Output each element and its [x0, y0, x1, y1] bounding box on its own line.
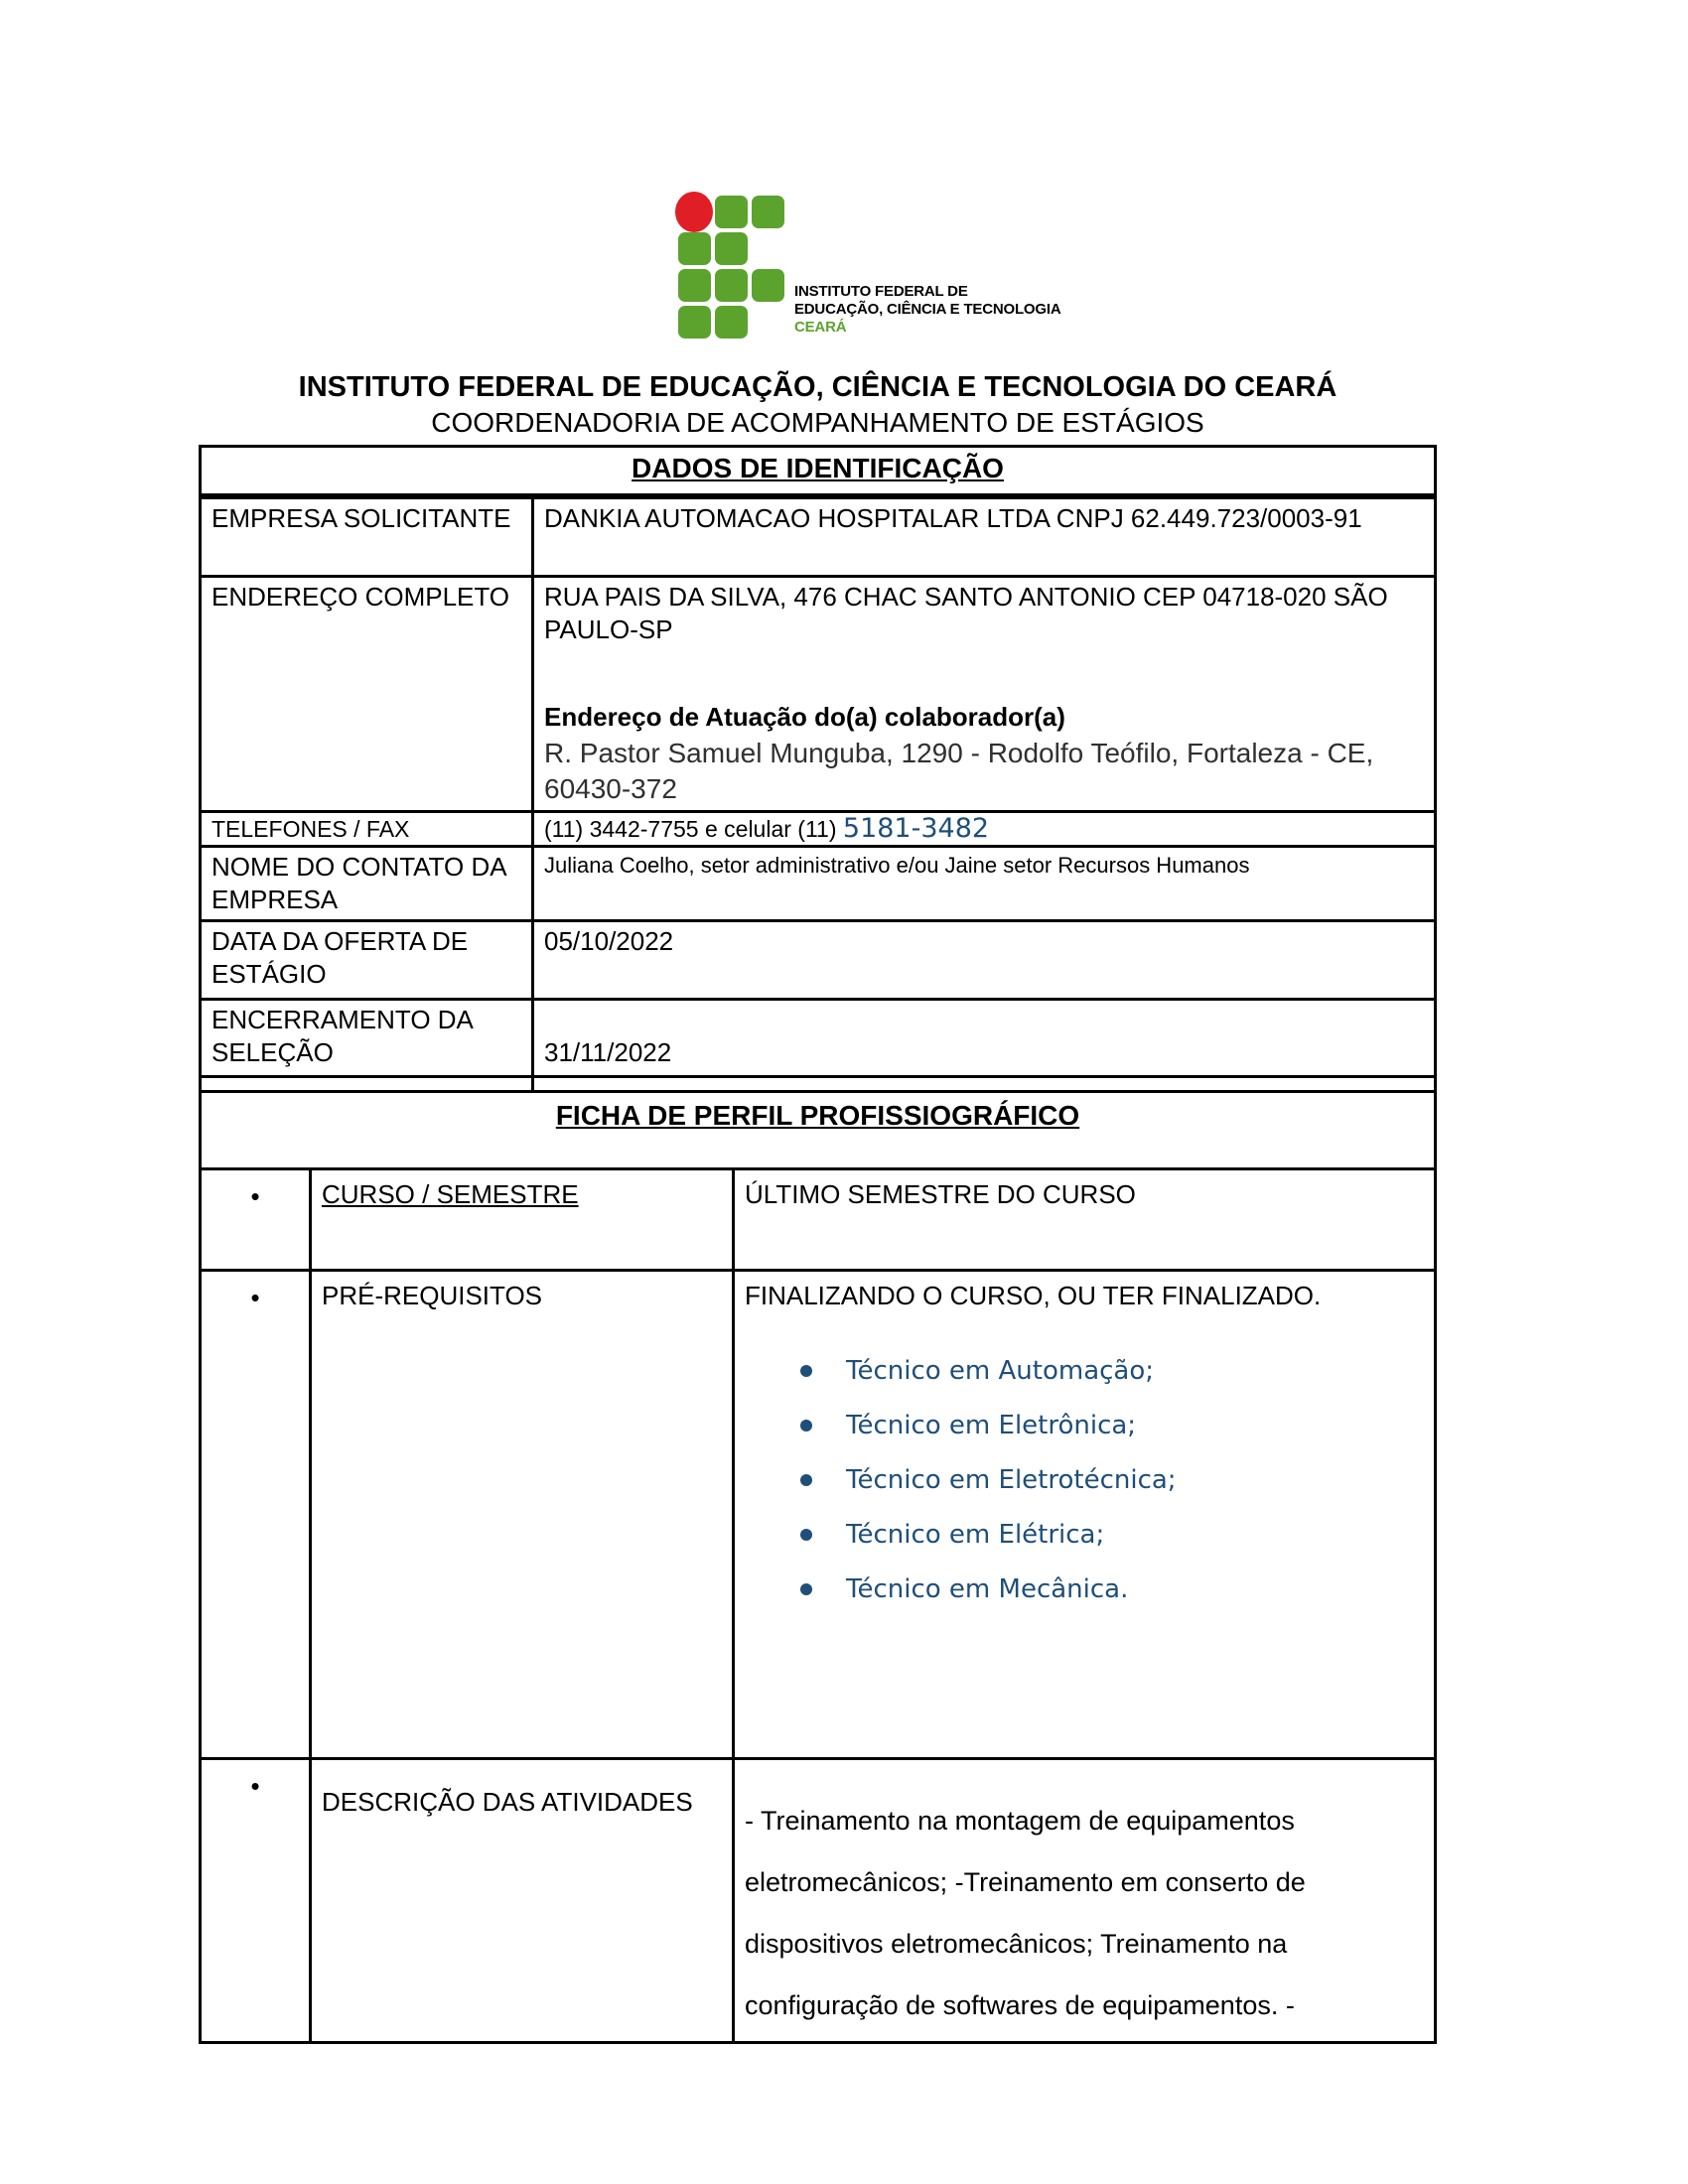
row-endereco-completo	[201, 577, 1436, 812]
course-item-label: Técnico em Mecânica.	[846, 1574, 1129, 1604]
phone-number: (11) 3442-7755 e celular (11)	[544, 816, 843, 842]
profile-title: FICHA DE PERFIL PROFISSIOGRÁFICO	[555, 1100, 1080, 1131]
logo-square	[678, 306, 711, 339]
logo-square	[752, 196, 784, 228]
logo-square	[678, 232, 711, 265]
identification-table-header	[201, 447, 1436, 497]
course-item-label: Técnico em Automação;	[846, 1356, 1155, 1386]
document-subtitle: COORDENADORIA DE ACOMPANHAMENTO DE ESTÁGIOS	[431, 407, 1204, 438]
row-label: CURSO / SEMESTRE	[311, 1169, 734, 1271]
phone-number-highlight: 5181-3482	[842, 813, 990, 844]
endereco-empresa: RUA PAIS DA SILVA, 476 CHAC SANTO ANTONIO CEP 04718-020 SÃO PAULO-SP	[544, 582, 1388, 644]
row-value: 31/11/2022	[533, 1000, 1436, 1077]
logo-square	[715, 232, 748, 265]
logo-grid	[678, 196, 784, 339]
logo-text-line2: EDUCAÇÃO, CIÊNCIA E TECNOLOGIA	[794, 301, 1061, 318]
logo-red-dot	[675, 192, 713, 232]
profile-table	[199, 1090, 1437, 2044]
row-label: ENCERRAMENTO DA SELEÇÃO	[201, 1000, 533, 1077]
row-value	[533, 812, 1436, 847]
row-value: Juliana Coelho, setor administrativo e/ou Jaine setor Recursos Humanos	[533, 847, 1436, 921]
course-item-label: Técnico em Eletrônica;	[846, 1411, 1137, 1440]
logo-text-line1: INSTITUTO FEDERAL DE	[794, 283, 968, 300]
logo-text	[794, 283, 1060, 337]
ifce-logo	[678, 196, 1060, 339]
row-value: 05/10/2022	[533, 921, 1436, 1000]
row-nome-contato	[201, 847, 1436, 921]
row-label: NOME DO CONTATO DA EMPRESA	[201, 847, 533, 921]
row-pre-requisitos	[201, 1271, 1436, 1759]
row-encerramento-selecao	[201, 1000, 1436, 1077]
identification-table	[199, 445, 1437, 1119]
pre-requisitos-text: FINALIZANDO O CURSO, OU TER FINALIZADO.	[745, 1281, 1322, 1310]
document-title: INSTITUTO FEDERAL DE EDUCAÇÃO, CIÊNCIA E TECNOLOGIA DO CEARÁ	[298, 371, 1337, 403]
row-label: DATA DA OFERTA DE ESTÁGIO	[201, 921, 533, 1000]
row-value: DANKIA AUTOMACAO HOSPITALAR LTDA CNPJ 62.449.723/0003-91	[533, 496, 1436, 577]
row-label: TELEFONES / FAX	[201, 812, 533, 847]
logo-square	[678, 269, 711, 302]
logo-square	[715, 196, 748, 228]
row-value	[533, 577, 1436, 812]
endereco-atuacao-value: R. Pastor Samuel Munguba, 1290 - Rodolfo Teófilo, Fortaleza - CE, 60430-372	[544, 738, 1374, 804]
course-bullet-icon	[800, 1365, 812, 1377]
course-list	[800, 1358, 1424, 1602]
course-item	[800, 1522, 1424, 1548]
course-bullet-icon	[800, 1583, 812, 1595]
row-label: ENDEREÇO COMPLETO	[201, 577, 533, 812]
logo-square	[715, 269, 748, 302]
course-bullet-icon	[800, 1420, 812, 1432]
course-item	[800, 1467, 1424, 1493]
course-item	[800, 1413, 1424, 1438]
logo-square	[752, 269, 784, 302]
course-item	[800, 1358, 1424, 1384]
row-telefones-fax	[201, 812, 1436, 847]
row-value	[734, 1759, 1436, 2043]
document-content	[199, 0, 1437, 2184]
row-value	[734, 1271, 1436, 1759]
bullet-marker: •	[201, 1759, 311, 2043]
course-item-label: Técnico em Elétrica;	[846, 1520, 1105, 1550]
row-label: PRÉ-REQUISITOS	[311, 1271, 734, 1759]
bullet-marker: •	[201, 1169, 311, 1271]
endereco-atuacao-label: Endereço de Atuação do(a) colaborador(a)	[544, 702, 1065, 732]
identification-title: DADOS DE IDENTIFICAÇÃO	[632, 453, 1004, 483]
activities-text: - Treinamento na montagem de equipamentos eletromecânicos; -Treinamento em conserto de dispositivos eletromecânicos; Treinamento na configuração de softwares de equipamentos. -	[745, 1806, 1306, 2020]
row-value: ÚLTIMO SEMESTRE DO CURSO	[734, 1169, 1436, 1271]
profile-table-header	[201, 1092, 1436, 1169]
course-bullet-icon	[800, 1529, 812, 1541]
row-curso-semestre	[201, 1169, 1436, 1271]
row-descricao-atividades	[201, 1759, 1436, 2043]
row-label: DESCRIÇÃO DAS ATIVIDADES	[311, 1759, 734, 2043]
logo-text-ceara: CEARÁ	[794, 319, 847, 336]
row-data-oferta	[201, 921, 1436, 1000]
logo-square	[715, 306, 748, 339]
course-item-label: Técnico em Eletrotécnica;	[846, 1465, 1177, 1495]
course-bullet-icon	[800, 1474, 812, 1486]
row-empresa-solicitante	[201, 496, 1436, 577]
course-item	[800, 1576, 1424, 1602]
bullet-marker: •	[201, 1271, 311, 1759]
row-label: EMPRESA SOLICITANTE	[201, 496, 533, 577]
